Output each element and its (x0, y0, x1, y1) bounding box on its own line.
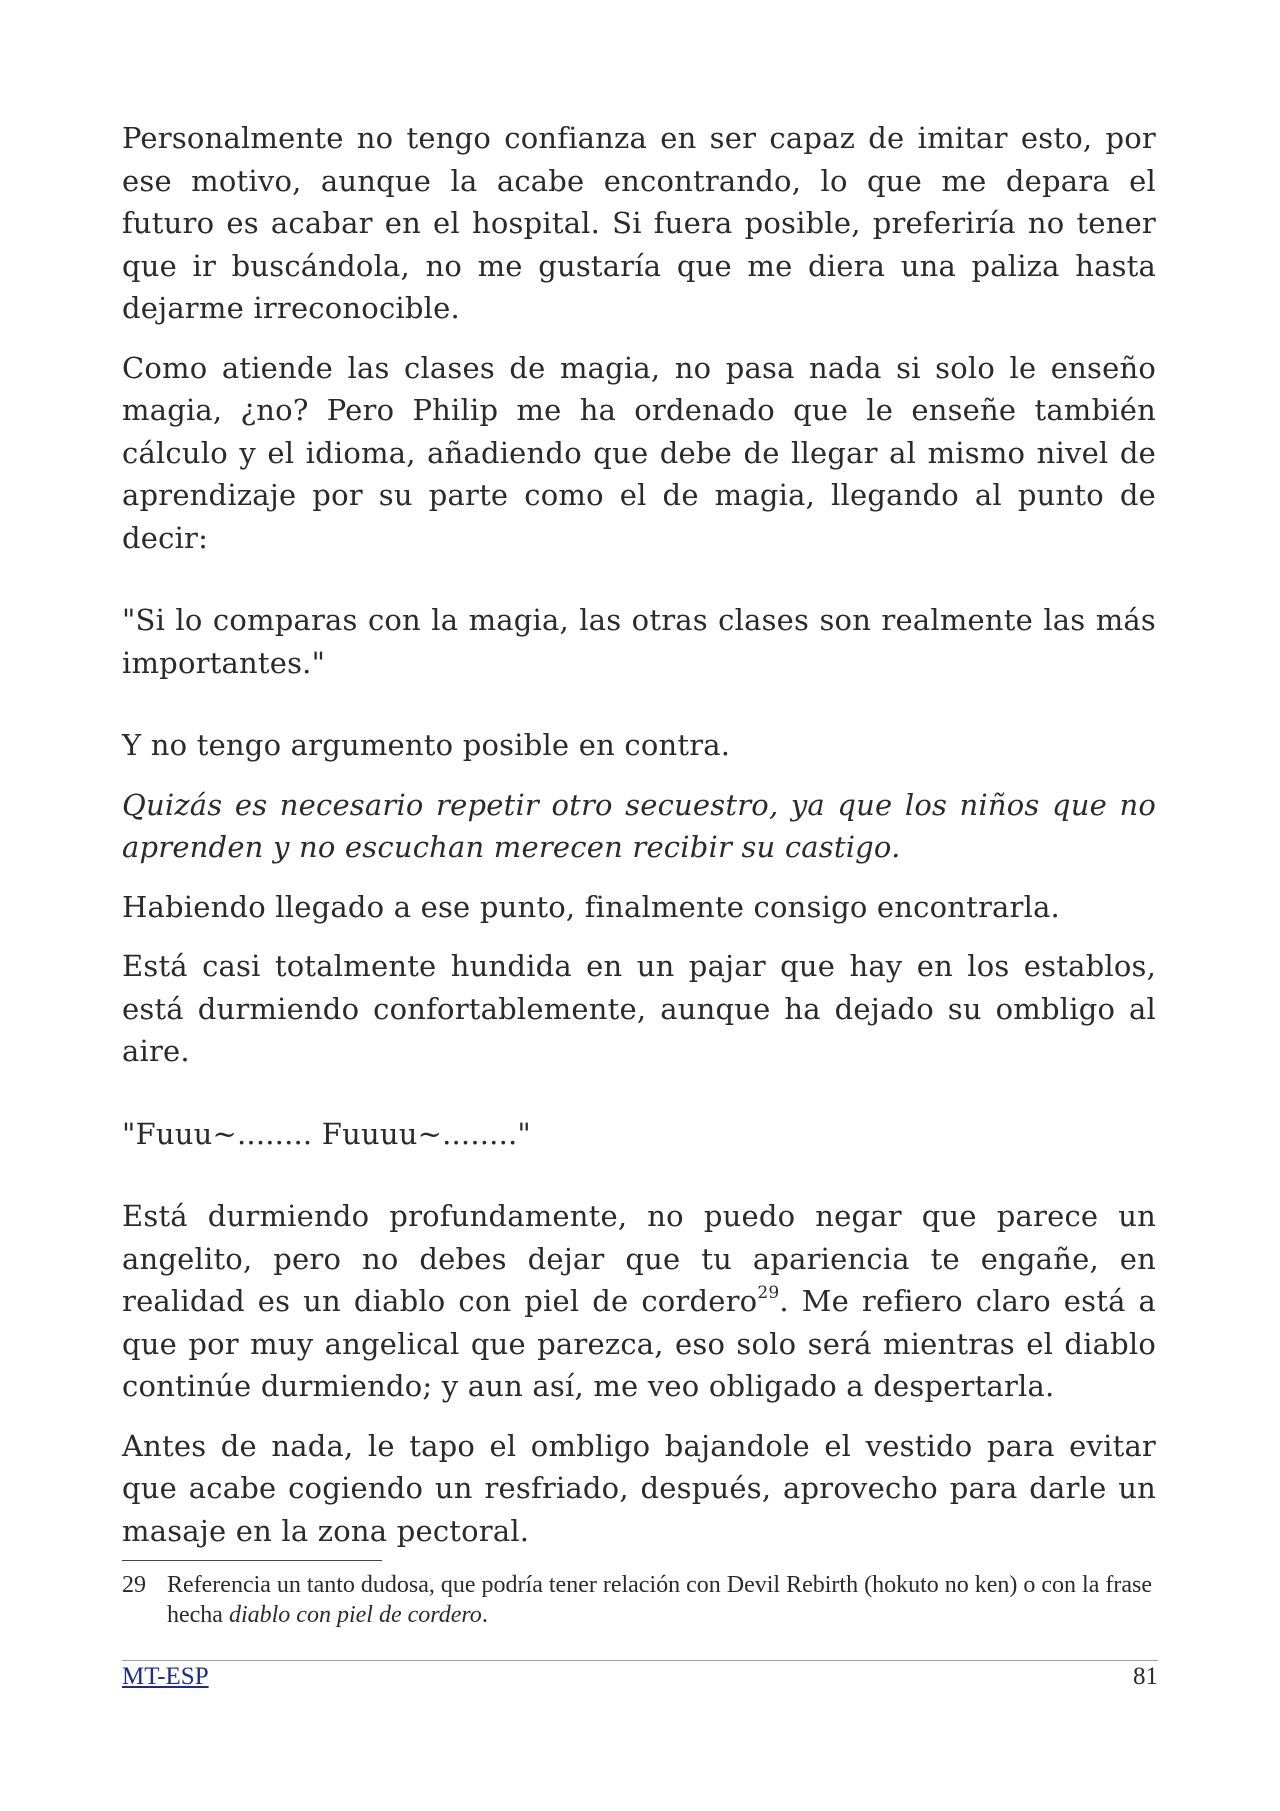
footer-divider (122, 1660, 1158, 1661)
paragraph (122, 1195, 1156, 1408)
footnote (122, 1570, 1156, 1630)
footer-brand-link[interactable]: MT-ESP (122, 1663, 209, 1690)
paragraph: Está casi totalmente hundida en un pajar que hay en los establos, está durmiendo confortablemente, aunque ha dejado su ombligo al aire. (122, 949, 1156, 1068)
footnote-number: 29 (122, 1572, 146, 1598)
paragraph-text: Está durmiendo profundamente, no puedo negar que parece un angelito, pero no debes dejar que tu apariencia te engañe, en realidad es un diablo con piel de cordero (122, 1199, 1156, 1318)
footnote-italic: diablo con piel de cordero (228, 1602, 482, 1628)
footnote-divider (122, 1560, 382, 1561)
page-body (122, 117, 1156, 1569)
paragraph: Habiendo llegado a ese punto, finalmente consigo encontrarla. (122, 889, 1060, 924)
paragraph-text: . Me refiero claro está a que por muy angelical que parezca, eso solo será mientras el diablo continúe durmiendo; y aun así, me veo obligado a despertarla. (122, 1284, 1157, 1403)
paragraph: Como atiende las clases de magia, no pasa nada si solo le enseño magia, ¿no? Pero Philip me ha ordenado que le enseñe también cálculo y el idioma, añadiendo que debe de llegar al mismo nivel de aprendizaje por su parte como el de magia, llegando al punto de decir: (122, 350, 1156, 555)
paragraph: Antes de nada, le tapo el ombligo bajandole el vestido para evitar que acabe cogiendo un resfriado, después, aprovecho para darle un masaje en la zona pectoral. (122, 1428, 1156, 1548)
italic-paragraph: Quizás es necesario repetir otro secuestro, ya que los niños que no aprenden y no escuchan merecen recibir su castigo. (122, 787, 1156, 864)
footnote-reference[interactable]: 29 (757, 1283, 780, 1304)
page-number: 81 (1133, 1663, 1158, 1690)
paragraph: Y no tengo argumento posible en contra. (122, 728, 731, 762)
paragraph: Personalmente no tengo confianza en ser capaz de imitar esto, por ese motivo, aunque la acabe encontrando, lo que me depara el futuro es acabar en el hospital. Si fuera posible, preferiría no tener que ir buscándola, no me gustaría que me diera una paliza hasta dejarme irreconocible. (122, 121, 1156, 325)
footnote-text (167, 1570, 1156, 1630)
page-footer (122, 1662, 1158, 1692)
dialogue-paragraph: "Fuuu~........ Fuuuu~........" (122, 1116, 531, 1151)
footnote-end: . (481, 1602, 488, 1628)
footnote-body: Referencia un tanto dudosa, que podría tener relación con Devil Rebirth (hokuto no ken) o con la frase hecha (167, 1572, 1152, 1628)
dialogue-paragraph: "Si lo comparas con la magia, las otras clases son realmente las más importantes." (122, 603, 1156, 680)
